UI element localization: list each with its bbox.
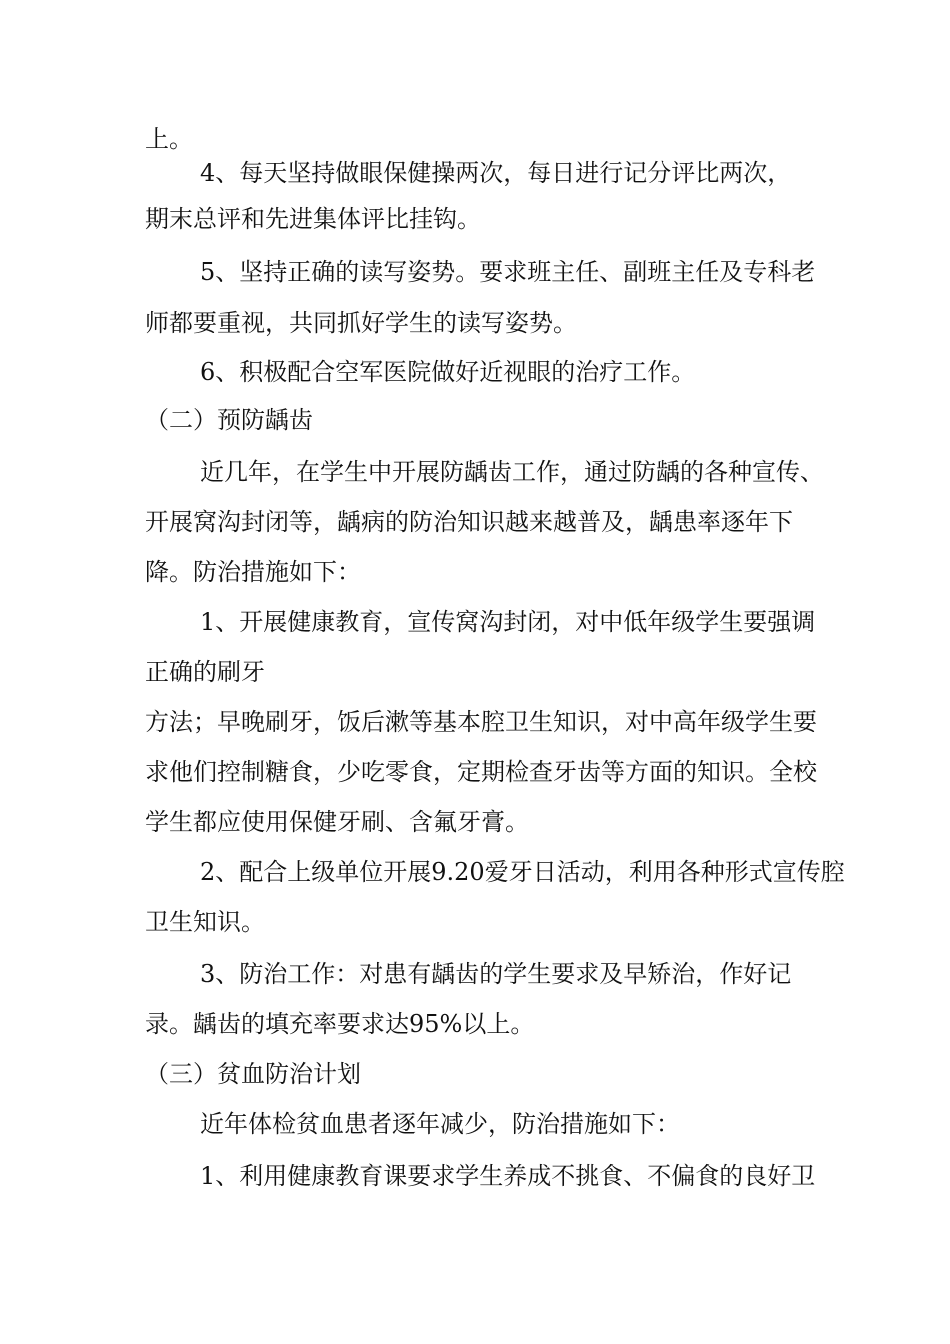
list-item: 2、配合上级单位开展9.20爱牙日活动，利用各种形式宣传腔 bbox=[200, 858, 845, 886]
text-line: 方法；早晚刷牙，饭后漱等基本腔卫生知识，对中高年级学生要 bbox=[145, 708, 817, 736]
text-line: 降。防治措施如下： bbox=[145, 558, 361, 586]
list-item: 3、防治工作：对患有龋齿的学生要求及早矫治，作好记 bbox=[200, 960, 792, 988]
text-line: 卫生知识。 bbox=[145, 908, 265, 936]
text-line: 学生都应使用保健牙刷、含氟牙膏。 bbox=[145, 808, 529, 836]
section-heading: （三）贫血防治计划 bbox=[145, 1060, 361, 1088]
text-line: 期末总评和先进集体评比挂钩。 bbox=[145, 205, 481, 233]
section-heading: （二）预防龋齿 bbox=[145, 406, 313, 434]
text-line: 正确的刷牙 bbox=[145, 658, 265, 686]
paragraph-line: 近几年，在学生中开展防龋齿工作，通过防龋的各种宣传、 bbox=[200, 458, 824, 486]
paragraph-line: 近年体检贫血患者逐年减少，防治措施如下： bbox=[200, 1110, 680, 1138]
list-item: 4、每天坚持做眼保健操两次，每日进行记分评比两次， bbox=[200, 159, 792, 187]
list-item: 6、积极配合空军医院做好近视眼的治疗工作。 bbox=[200, 358, 696, 386]
text-line: 师都要重视，共同抓好学生的读写姿势。 bbox=[145, 309, 577, 337]
text-line: 上。 bbox=[145, 125, 193, 153]
text-line: 录。龋齿的填充率要求达95%以上。 bbox=[145, 1010, 535, 1038]
list-item: 5、坚持正确的读写姿势。要求班主任、副班主任及专科老 bbox=[200, 258, 816, 286]
list-item: 1、开展健康教育，宣传窝沟封闭，对中低年级学生要强调 bbox=[200, 608, 816, 636]
text-line: 开展窝沟封闭等，龋病的防治知识越来越普及，龋患率逐年下 bbox=[145, 508, 793, 536]
list-item: 1、利用健康教育课要求学生养成不挑食、不偏食的良好卫 bbox=[200, 1162, 816, 1190]
text-line: 求他们控制糖食，少吃零食，定期检查牙齿等方面的知识。全校 bbox=[145, 758, 817, 786]
